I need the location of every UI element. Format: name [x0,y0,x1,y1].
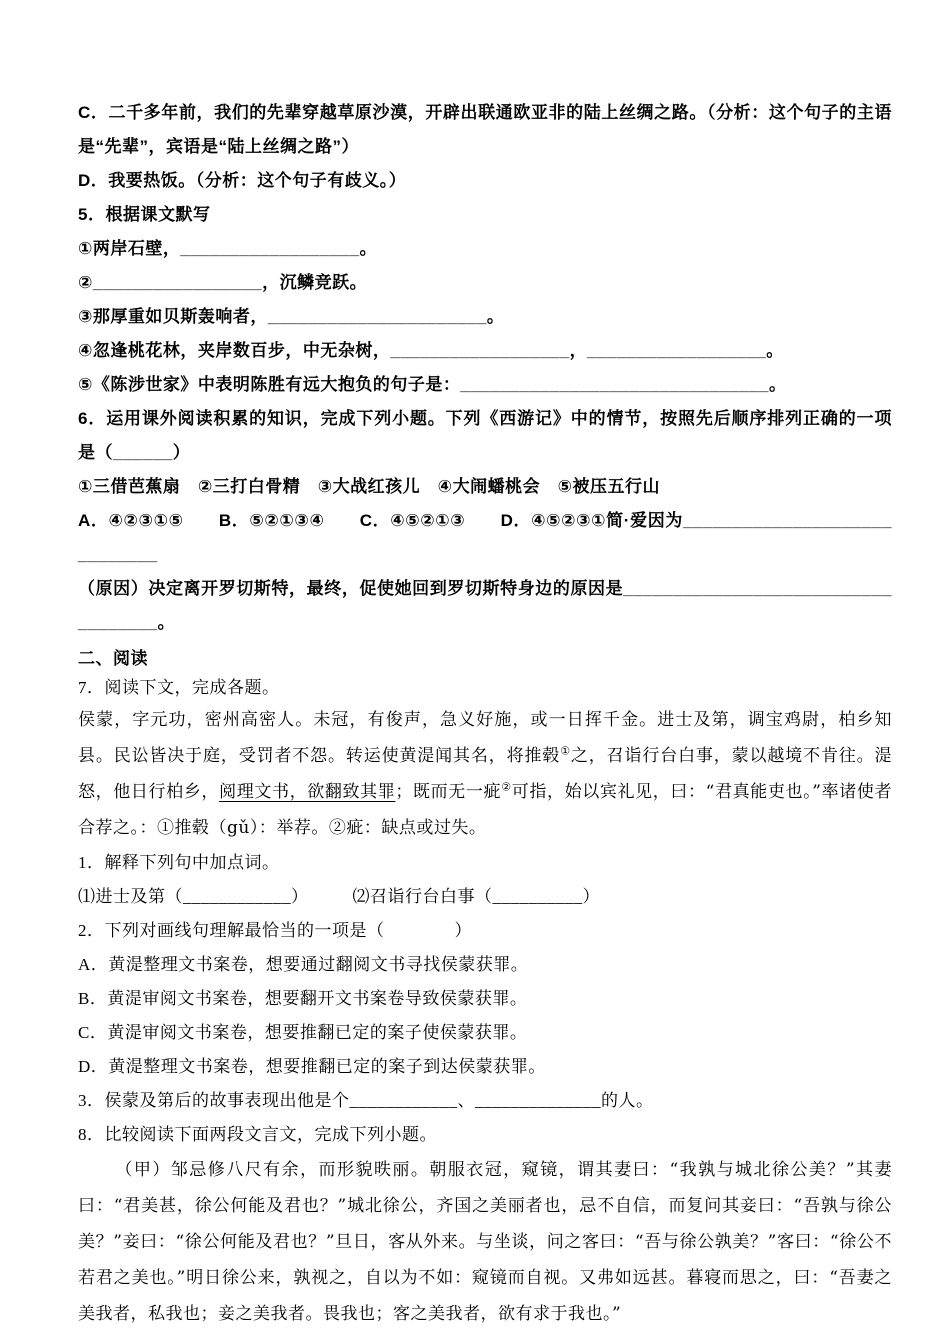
question6-options-row: A．④②③①⑤ B．⑤②①③④ C．④⑤②①③ D．④⑤②③①简·爱因为_____________________________ [78,511,892,564]
passage7-note-ref-2: ② [501,780,512,794]
section-two-heading: 二、阅读 [78,649,148,668]
question5-blank-5: ⑤《陈涉世家》中表明陈胜有远大抱负的句子是：_______________________________。 [78,375,787,394]
question5-blank-3: ③那厚重如贝斯轰响者，______________________。 [78,307,505,326]
question8-passage-jia: （甲）邹忌修八尺有余，而形貌昳丽。朝服衣冠，窥镜，谓其妻曰：“我孰与城北徐公美？”其妻曰：“君美甚，徐公何能及君也？”城北徐公，齐国之美丽者也，忌不自信，而复问其妾曰：“吾孰与徐公美？”妾曰：“徐公何能及君也？”旦日，客从外来。与坐谈，问之客曰：“吾与徐公孰美？”客曰：“徐公不若君之美也。”明日徐公来，孰视之，自以为不如：窥镜而自视。又弗如远甚。暮寝而思之，曰：“吾妻之美我者，私我也；妾之美我者。畏我也；客之美我者，欲有求于我也。” [78,1160,892,1324]
question7-sub3-stem: 3．侯蒙及第后的故事表现出他是个____________、______________的人。 [78,1091,654,1110]
passage7-part3: ；既而无一疵 [395,782,502,802]
passage7-part4-and-notes: 可指，始以宾礼见，曰：“君真能吏也。”率诸使者合荐之。：①推毂（gǔ）：举荐。②疵：缺点或过失。 [78,782,892,838]
question7-sub2-stem: 2．下列对画线句理解最恰当的一项是（ ） [78,921,472,940]
question7-sub2-option-c: C．黄湜审阅文书案卷，想要推翻已定的案子使侯蒙获罪。 [78,1023,528,1042]
question7-sub1-blanks: ⑴进士及第（____________） ⑵召诣行台白事（__________） [78,887,600,906]
passage7-part1: 侯蒙，字元功，密州高密人。未冠，有俊声，急义好施，或一日挥千金。进士及第，调宝鸡尉，柏乡知县。民讼皆决于庭，受罚者不怨。转运使黄湜闻其名，将推毂 [78,710,892,766]
question7-passage [78,702,892,846]
passage7-part2: 之，召诣行台白事，蒙以越境不肯往。湜怒，他日行柏乡， [78,746,893,802]
question6-continuation: （原因）决定离开罗切斯特，最终，促使她回到罗切斯特身边的原因是___________________________________。 [78,579,892,632]
question7-sub2-option-a: A．黄湜整理文书案卷，想要通过翻阅文书寻找侯蒙获罪。 [78,955,529,974]
question7-stem: 7．阅读下文，完成各题。 [78,678,280,697]
question5-blank-1: ①两岸石壁，__________________。 [78,239,378,258]
grammar-option-d: D．我要热饭。（分析：这个句子有歧义。） [78,171,407,190]
passage7-underlined-phrase: 阅理文书，欲翻致其罪 [219,782,396,802]
question6-stem: 6．运用课外阅读积累的知识，完成下列小题。下列《西游记》中的情节，按照先后顺序排列正确的一项是（______） [78,409,892,462]
question5-blank-4: ④忽逢桃花林，夹岸数百步，中无杂树，__________________，__________________。 [78,341,784,360]
question8-stem: 8．比较阅读下面两段文言文，完成下列小题。 [78,1125,437,1144]
question7-sub2-option-d: D．黄湜整理文书案卷，想要推翻已定的案子到达侯蒙获罪。 [78,1057,546,1076]
question6-plot-list: ①三借芭蕉扇 ②三打白骨精 ③大战红孩儿 ④大闹蟠桃会 ⑤被压五行山 [78,477,660,496]
grammar-option-c: C．二千多年前，我们的先辈穿越草原沙漠，开辟出联通欧亚非的陆上丝绸之路。（分析：这个句子的主语是“先辈”，宾语是“陆上丝绸之路”） [78,103,892,156]
question7-sub1-stem: 1．解释下列句中加点词。 [78,853,280,872]
question5-stem: 5．根据课文默写 [78,205,211,224]
question7-sub2-option-b: B．黄湜审阅文书案卷，想要翻开文书案卷导致侯蒙获罪。 [78,989,528,1008]
question5-blank-2: ②_________________，沉鳞竞跃。 [78,273,368,292]
passage7-note-ref-1: ① [560,744,571,758]
